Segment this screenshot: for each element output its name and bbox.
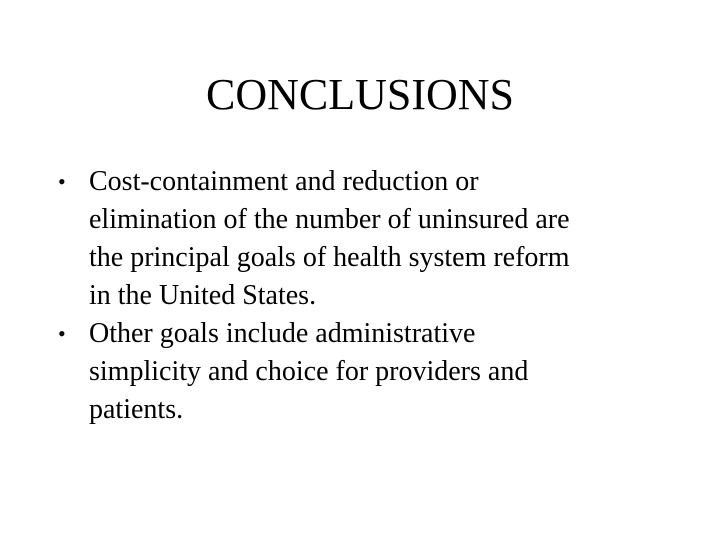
bullet-2-line-2: simplicity and choice for providers and: [89, 356, 529, 387]
bullet-1-line-4: in the United States.: [89, 280, 317, 311]
bullet-1-line-3: the principal goals of health system reform: [89, 242, 570, 273]
bullet-2-line-3: patients.: [89, 394, 184, 425]
bullet-2-line-1: Other goals include administrative: [89, 318, 476, 349]
bullet-1-line-1: Cost-containment and reduction or: [89, 166, 479, 197]
bullet-item-2: [58, 315, 688, 429]
bullet-1-line-2: elimination of the number of uninsured are: [89, 204, 570, 235]
bullet-marker: •: [58, 321, 66, 346]
bullet-marker: •: [58, 169, 66, 194]
bullet-item-1: [58, 163, 688, 315]
bullet-list: [58, 163, 688, 429]
slide-title: CONCLUSIONS: [205, 70, 515, 119]
